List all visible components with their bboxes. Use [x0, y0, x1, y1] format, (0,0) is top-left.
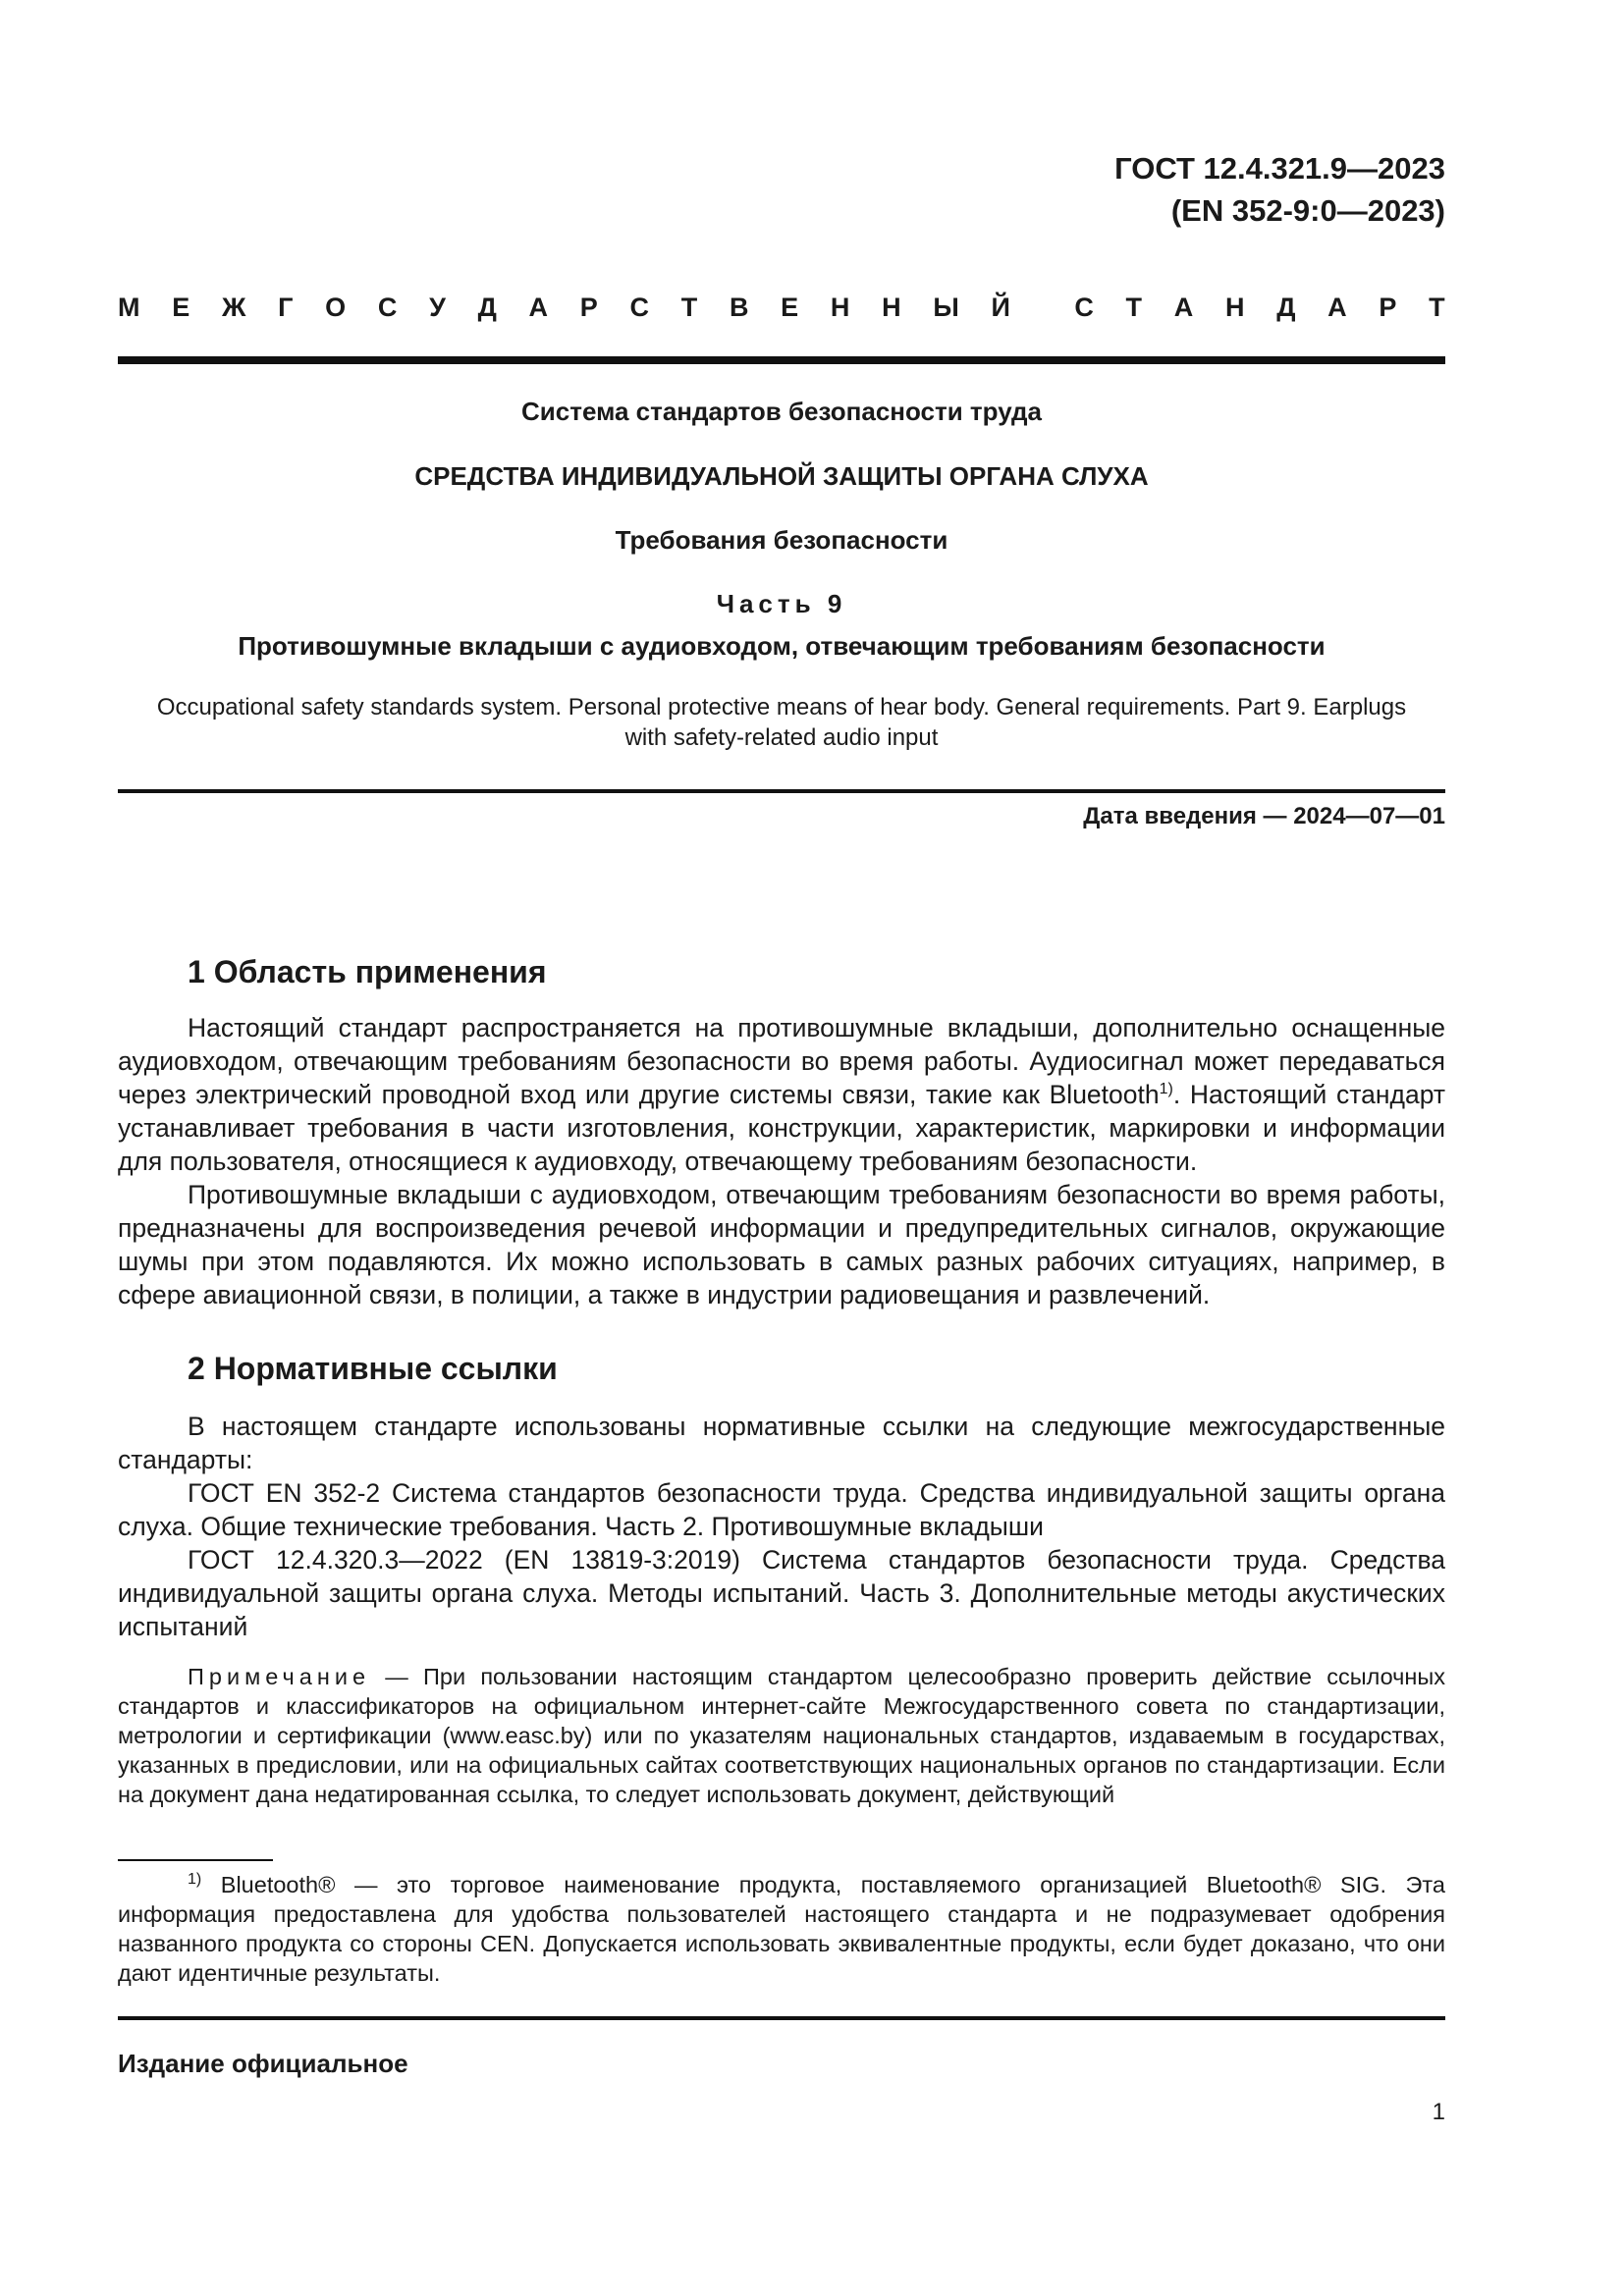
section-1-paragraph-2: Противошумные вкладыши с аудиовходом, отвечающим требованиям безопасности во время работы, предназначены для воспроизведения речевой информации и предупредительных сигналов, окружающие шумы при этом подавляются. Их можно использовать в самых разных рабочих ситуациях, например, в сфере авиационной связи, в полиции, а также в индустрии радиовещания и развлечений. [118, 1180, 1445, 1309]
banner-letter: Т [1429, 293, 1445, 322]
banner-letter: Д [1276, 293, 1296, 322]
section-2-reference-2: ГОСТ 12.4.320.3—2022 (EN 13819-3:2019) Система стандартов безопасности труда. Средства индивидуальной защиты органа слуха. Методы испытаний. Часть 3. Дополнительные методы акустических испытаний [118, 1545, 1445, 1641]
english-title [118, 692, 1445, 753]
banner-letter: Й [991, 293, 1010, 322]
banner-letter: В [729, 293, 749, 322]
section-1-paragraph-1: Настоящий стандарт распространяется на противошумные вкладыши, дополнительно оснащенные аудиовходом, отвечающим требованиям безопасности во время работы. Аудиосигнал может передаваться через электрический проводной вход или другие системы связи, такие как Bluetooth$^{1)}$. Настоящий стандарт устанавливает требования в части изготовления, конструкции, характеристик, маркировки и информации для пользователя, относящиеся к аудиовходу, отвечающему требованиям безопасности. [118, 1013, 1445, 1176]
document-designation [1114, 147, 1445, 232]
section-2-heading: 2 Нормативные ссылки [188, 1351, 558, 1386]
banner-letter: Р [579, 293, 598, 322]
banner-letter: А [1173, 293, 1194, 322]
header-rule [118, 356, 1445, 364]
footnote-separator [118, 1859, 273, 1861]
banner-letter: А [528, 293, 549, 322]
banner-letter: У [429, 293, 446, 322]
footnote-text: Bluetooth® — это торговое наименование продукта, поставляемого организацией Bluetooth® SIG. Эта информация предоставлена для удобства пользователей настоящего стандарта и не подразумевает одобрения названного продукта со стороны CEN. Допускается использовать эквивалентные продукты, если будет доказано, что они дают идентичные результаты. [118, 1872, 1445, 1986]
banner-letter: Р [1379, 293, 1397, 322]
footnote-ref: 1) [1159, 1081, 1173, 1098]
banner-letter: О [325, 293, 347, 322]
official-edition: Издание официальное [118, 2049, 408, 2078]
section-1-heading: 1 Область применения [188, 954, 547, 989]
section-2-reference-1: ГОСТ EN 352-2 Система стандартов безопасности труда. Средства индивидуальной защиты органа слуха. Общие технические требования. Часть 2. Противошумные вкладыши [118, 1478, 1445, 1541]
note-label: Примечание [188, 1664, 371, 1689]
english-title-line1: Occupational safety standards system. Personal protective means of hear body. General requirements. Part 9. Earplugs [156, 694, 1407, 721]
footer-rule [118, 2016, 1445, 2020]
gost-number: ГОСТ 12.4.321.9—2023 [1114, 151, 1445, 186]
banner-letter: Е [172, 293, 190, 322]
banner-letter: С [377, 293, 398, 322]
banner-letter: Т [680, 293, 698, 322]
part-title: Противошумные вкладыши с аудиовходом, отвечающим требованиям безопасности [238, 631, 1326, 661]
note-text: — При пользовании настоящим стандартом целесообразно проверить действие ссылочных стандартов и классификаторов на официальном интернет-сайте Межгосударственного совета по стандартизации, метрологии и сертификации (www.easc.by) или по указателям национальных стандартов, издаваемым в государствах, указанных в предисловии, или на официальных сайтах соответствующих национальных органов по стандартизации. Если на документ дана недатированная ссылка, то следует использовать документ, действующий [118, 1664, 1445, 1807]
introduction-date: Дата введения — 2024—07—01 [1083, 803, 1445, 829]
main-title: СРЕДСТВА ИНДИВИДУАЛЬНОЙ ЗАЩИТЫ ОРГАНА СЛУХА [414, 461, 1149, 491]
banner-letter: С [1074, 293, 1094, 322]
section-1-body [118, 1011, 1445, 1311]
section-2-paragraph-1: В настоящем стандарте использованы нормативные ссылки на следующие межгосударственные стандарты: [118, 1412, 1445, 1474]
banner-letter: А [1327, 293, 1347, 322]
footnote [118, 1870, 1445, 1988]
banner-letter: Т [1125, 293, 1143, 322]
sub-title: Требования безопасности [615, 525, 948, 555]
en-number: (EN 352-9:0—2023) [1170, 193, 1445, 228]
part-label: Часть 9 [716, 589, 847, 618]
banner-letter: М [118, 293, 140, 322]
banner-letter: Ы [933, 293, 959, 322]
interstate-standard-banner [118, 293, 1445, 323]
banner-letter: Д [477, 293, 497, 322]
banner-letter: Н [882, 293, 901, 322]
section-2-note [118, 1662, 1445, 1809]
page-number: 1 [1432, 2099, 1445, 2125]
banner-letter: С [629, 293, 649, 322]
english-title-line2: with safety-related audio input [624, 724, 939, 751]
system-title: Система стандартов безопасности труда [521, 397, 1042, 426]
banner-letter: Е [781, 293, 799, 322]
banner-letter: Н [1224, 293, 1245, 322]
banner-letter: Г [278, 293, 294, 322]
banner-letter: Ж [221, 293, 246, 322]
title-rule [118, 789, 1445, 793]
footnote-mark: 1) [188, 1871, 202, 1889]
section-2-body [118, 1410, 1445, 1643]
banner-letter: Н [830, 293, 850, 322]
